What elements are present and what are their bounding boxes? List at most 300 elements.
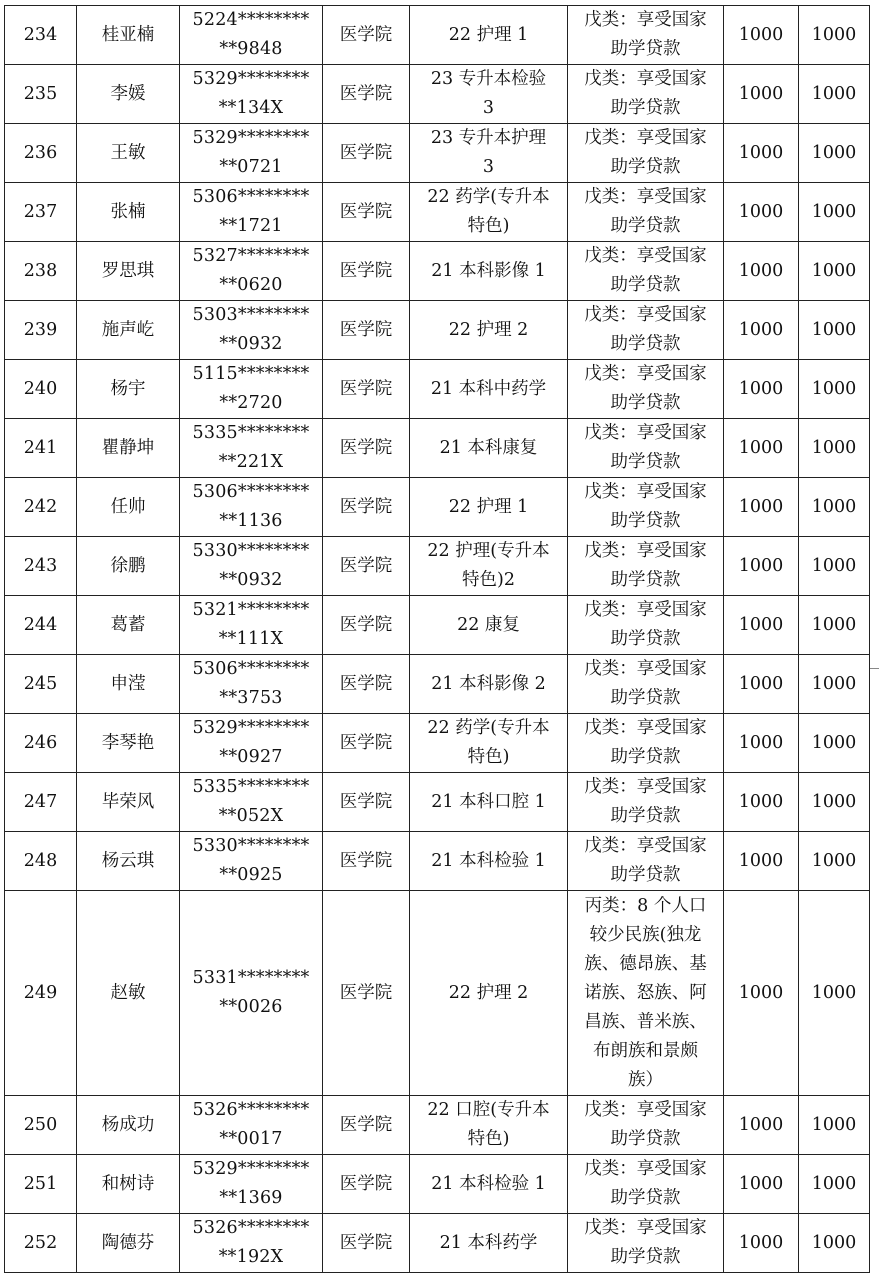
cell-text-line: 助学贷款 xyxy=(610,275,681,295)
cell-text: 241 xyxy=(23,437,58,458)
table-row xyxy=(5,655,870,714)
cell-text: 238 xyxy=(23,260,58,281)
cell-text: 1000 xyxy=(811,614,857,635)
amount-cell xyxy=(724,124,799,183)
college-cell xyxy=(323,773,410,832)
cell-text: 医学院 xyxy=(339,732,393,753)
college-cell xyxy=(323,65,410,124)
cell-text-line: **9848 xyxy=(219,39,283,59)
row-number-cell xyxy=(5,1096,77,1155)
row-number-cell xyxy=(5,1155,77,1214)
cell-text: 施声屹 xyxy=(101,319,155,340)
cell-text: 1000 xyxy=(811,555,857,576)
cell-text: 1000 xyxy=(738,437,784,458)
student-name-cell xyxy=(77,596,180,655)
cell-text-line: 族、德昂族、基 xyxy=(584,953,707,974)
major-class-cell xyxy=(410,478,568,537)
cell-text-line: 戊类：享受国家 xyxy=(584,364,707,384)
id-card-cell xyxy=(180,1214,323,1273)
row-number-cell xyxy=(5,655,77,714)
row-number-cell xyxy=(5,832,77,891)
student-name-cell xyxy=(77,714,180,773)
table-row xyxy=(5,6,870,65)
college-cell xyxy=(323,714,410,773)
cell-text: 医学院 xyxy=(339,201,393,222)
row-number-cell xyxy=(5,419,77,478)
major-class-cell xyxy=(410,419,568,478)
table-row xyxy=(5,1155,870,1214)
id-card-cell xyxy=(180,537,323,596)
row-number-cell xyxy=(5,537,77,596)
cell-text-line: 戊类：享受国家 xyxy=(584,423,707,443)
table-row xyxy=(5,301,870,360)
table-row xyxy=(5,714,870,773)
cell-text-line: 23 专升本检验 xyxy=(430,69,547,89)
cell-text: 1000 xyxy=(738,201,784,222)
cell-text-line: 5306******** xyxy=(192,187,310,207)
cell-text-line: 丙类：8 个人口 xyxy=(584,895,707,916)
cell-text-line: 戊类：享受国家 xyxy=(584,1100,707,1120)
cell-text-line: **111X xyxy=(218,629,284,649)
cell-text-line: **0017 xyxy=(219,1129,283,1149)
cell-text: 医学院 xyxy=(339,1114,393,1135)
total-cell xyxy=(799,242,870,301)
cell-text: 杨云琪 xyxy=(101,850,155,871)
cell-text: 医学院 xyxy=(339,1173,393,1194)
total-cell xyxy=(799,596,870,655)
major-class-cell xyxy=(410,655,568,714)
table-row xyxy=(5,360,870,419)
cell-text-line: 5306******** xyxy=(192,482,310,502)
cell-text: 医学院 xyxy=(339,850,393,871)
aid-category-cell xyxy=(568,301,724,360)
amount-cell xyxy=(724,1214,799,1273)
cell-text: 236 xyxy=(23,142,58,163)
cell-text-line: 21 本科检验 1 xyxy=(431,850,546,871)
row-number-cell xyxy=(5,891,77,1096)
cell-text: 李媛 xyxy=(110,83,146,104)
cell-text: 医学院 xyxy=(339,982,393,1003)
row-number-cell xyxy=(5,773,77,832)
cell-text: 249 xyxy=(23,982,58,1003)
cell-text-line: 5306******** xyxy=(192,659,310,679)
total-cell xyxy=(799,478,870,537)
student-name-cell xyxy=(77,891,180,1096)
amount-cell xyxy=(724,242,799,301)
cell-text: 医学院 xyxy=(339,555,393,576)
cell-text: 徐鹏 xyxy=(110,555,146,576)
college-cell xyxy=(323,360,410,419)
college-cell xyxy=(323,596,410,655)
cell-text-line: 3 xyxy=(482,98,495,118)
cell-text-line: 助学贷款 xyxy=(610,747,681,767)
aid-category-cell xyxy=(568,655,724,714)
id-card-cell xyxy=(180,242,323,301)
cell-text-line: 助学贷款 xyxy=(610,334,681,354)
aid-category-cell xyxy=(568,6,724,65)
cell-text: 医学院 xyxy=(339,437,393,458)
cell-text-line: 22 护理 2 xyxy=(448,982,529,1003)
cell-text: 医学院 xyxy=(339,24,393,45)
amount-cell xyxy=(724,891,799,1096)
student-name-cell xyxy=(77,301,180,360)
college-cell xyxy=(323,1096,410,1155)
college-cell xyxy=(323,891,410,1096)
cell-text: 1000 xyxy=(738,791,784,812)
cell-text-line: 助学贷款 xyxy=(610,865,681,885)
major-class-cell xyxy=(410,891,568,1096)
id-card-cell xyxy=(180,773,323,832)
row-number-cell xyxy=(5,124,77,183)
cell-text-line: 22 护理 1 xyxy=(448,496,529,517)
id-card-cell xyxy=(180,1155,323,1214)
cell-text-line: **3753 xyxy=(219,688,283,708)
table-row xyxy=(5,478,870,537)
cell-text-line: **052X xyxy=(218,806,284,826)
cell-text: 赵敏 xyxy=(110,982,146,1003)
student-name-cell xyxy=(77,537,180,596)
college-cell xyxy=(323,832,410,891)
row-number-cell xyxy=(5,6,77,65)
aid-category-cell xyxy=(568,596,724,655)
major-class-cell xyxy=(410,714,568,773)
major-class-cell xyxy=(410,301,568,360)
cell-text-line: 5335******** xyxy=(192,423,310,443)
aid-category-cell xyxy=(568,1096,724,1155)
cell-text: 和树诗 xyxy=(101,1173,155,1194)
id-card-cell xyxy=(180,183,323,242)
cell-text-line: 5330******** xyxy=(192,541,310,561)
cell-text-line: 5331******** xyxy=(192,968,310,988)
cell-text-line: 22 口腔(专升本 xyxy=(427,1100,550,1120)
cell-text: 杨成功 xyxy=(101,1114,155,1135)
page-edge-mark xyxy=(870,668,879,669)
cell-text-line: 戊类：享受国家 xyxy=(584,659,707,679)
cell-text-line: 助学贷款 xyxy=(610,39,681,59)
cell-text-line: 22 护理 1 xyxy=(448,24,529,45)
total-cell xyxy=(799,537,870,596)
amount-cell xyxy=(724,1155,799,1214)
amount-cell xyxy=(724,183,799,242)
row-number-cell xyxy=(5,360,77,419)
cell-text-line: 特色)2 xyxy=(462,570,515,590)
student-name-cell xyxy=(77,478,180,537)
cell-text-line: 22 药学(专升本 xyxy=(427,187,550,207)
cell-text-line: **1136 xyxy=(219,511,283,531)
cell-text-line: 戊类：享受国家 xyxy=(584,1159,707,1179)
total-cell xyxy=(799,65,870,124)
id-card-cell xyxy=(180,891,323,1096)
cell-text: 1000 xyxy=(738,378,784,399)
total-cell xyxy=(799,832,870,891)
cell-text: 医学院 xyxy=(339,673,393,694)
cell-text-line: 22 护理 2 xyxy=(448,319,529,340)
cell-text: 1000 xyxy=(811,1114,857,1135)
id-card-cell xyxy=(180,832,323,891)
cell-text-line: 5329******** xyxy=(192,128,310,148)
cell-text-line: **0927 xyxy=(219,747,283,767)
cell-text: 1000 xyxy=(811,1173,857,1194)
major-class-cell xyxy=(410,183,568,242)
table-row xyxy=(5,419,870,478)
major-class-cell xyxy=(410,1096,568,1155)
college-cell xyxy=(323,242,410,301)
table-body xyxy=(5,6,870,1273)
total-cell xyxy=(799,1214,870,1273)
cell-text: 医学院 xyxy=(339,378,393,399)
cell-text-line: 21 本科康复 xyxy=(439,437,538,458)
cell-text: 1000 xyxy=(738,496,784,517)
cell-text-line: 5330******** xyxy=(192,836,310,856)
cell-text: 1000 xyxy=(811,260,857,281)
cell-text-line: 5335******** xyxy=(192,777,310,797)
college-cell xyxy=(323,537,410,596)
cell-text-line: **134X xyxy=(218,98,284,118)
student-name-cell xyxy=(77,832,180,891)
cell-text-line: 5326******** xyxy=(192,1218,310,1238)
cell-text-line: 戊类：享受国家 xyxy=(584,482,707,502)
major-class-cell xyxy=(410,242,568,301)
amount-cell xyxy=(724,478,799,537)
cell-text: 247 xyxy=(23,791,58,812)
id-card-cell xyxy=(180,65,323,124)
cell-text-line: 戊类：享受国家 xyxy=(584,600,707,620)
cell-text: 234 xyxy=(23,24,58,45)
cell-text-line: 5321******** xyxy=(192,600,310,620)
cell-text: 250 xyxy=(23,1114,58,1135)
cell-text: 1000 xyxy=(811,437,857,458)
cell-text-line: **2720 xyxy=(219,393,283,413)
student-name-cell xyxy=(77,1155,180,1214)
cell-text-line: 戊类：享受国家 xyxy=(584,69,707,89)
cell-text-line: 助学贷款 xyxy=(610,393,681,413)
cell-text: 李琴艳 xyxy=(101,732,155,753)
cell-text: 1000 xyxy=(811,201,857,222)
major-class-cell xyxy=(410,65,568,124)
cell-text: 1000 xyxy=(811,982,857,1003)
row-number-cell xyxy=(5,596,77,655)
table-row xyxy=(5,1096,870,1155)
cell-text-line: 21 本科影像 1 xyxy=(431,260,546,281)
cell-text-line: **0932 xyxy=(219,334,283,354)
college-cell xyxy=(323,124,410,183)
cell-text-line: 诺族、怒族、阿 xyxy=(584,982,707,1003)
amount-cell xyxy=(724,832,799,891)
cell-text-line: 助学贷款 xyxy=(610,98,681,118)
total-cell xyxy=(799,773,870,832)
major-class-cell xyxy=(410,6,568,65)
aid-category-cell xyxy=(568,242,724,301)
amount-cell xyxy=(724,596,799,655)
cell-text: 1000 xyxy=(811,319,857,340)
aid-category-cell xyxy=(568,478,724,537)
cell-text-line: 戊类：享受国家 xyxy=(584,305,707,325)
cell-text: 1000 xyxy=(738,673,784,694)
major-class-cell xyxy=(410,773,568,832)
cell-text: 1000 xyxy=(738,24,784,45)
student-name-cell xyxy=(77,655,180,714)
cell-text-line: 21 本科药学 xyxy=(439,1232,538,1253)
cell-text: 1000 xyxy=(811,142,857,163)
student-name-cell xyxy=(77,183,180,242)
cell-text-line: 较少民族(独龙 xyxy=(589,924,702,945)
aid-category-cell xyxy=(568,891,724,1096)
cell-text: 246 xyxy=(23,732,58,753)
table-row xyxy=(5,537,870,596)
cell-text: 1000 xyxy=(811,24,857,45)
cell-text-line: 戊类：享受国家 xyxy=(584,1218,707,1238)
cell-text-line: **0026 xyxy=(219,997,283,1017)
row-number-cell xyxy=(5,183,77,242)
cell-text-line: 助学贷款 xyxy=(610,216,681,236)
table-row xyxy=(5,596,870,655)
cell-text: 244 xyxy=(23,614,58,635)
cell-text: 张楠 xyxy=(110,201,146,222)
total-cell xyxy=(799,301,870,360)
college-cell xyxy=(323,6,410,65)
cell-text-line: 5329******** xyxy=(192,69,310,89)
cell-text-line: 布朗族和景颇 xyxy=(593,1040,698,1061)
aid-category-cell xyxy=(568,832,724,891)
college-cell xyxy=(323,655,410,714)
cell-text: 1000 xyxy=(738,732,784,753)
cell-text-line: 戊类：享受国家 xyxy=(584,777,707,797)
cell-text-line: 助学贷款 xyxy=(610,511,681,531)
cell-text: 任帅 xyxy=(110,496,146,517)
college-cell xyxy=(323,301,410,360)
row-number-cell xyxy=(5,1214,77,1273)
cell-text: 1000 xyxy=(738,1114,784,1135)
id-card-cell xyxy=(180,419,323,478)
cell-text-line: 23 专升本护理 xyxy=(430,128,547,148)
cell-text: 1000 xyxy=(738,555,784,576)
cell-text-line: **0925 xyxy=(219,865,283,885)
cell-text-line: **0620 xyxy=(219,275,283,295)
college-cell xyxy=(323,1214,410,1273)
cell-text: 1000 xyxy=(738,1173,784,1194)
cell-text: 243 xyxy=(23,555,58,576)
aid-category-cell xyxy=(568,183,724,242)
aid-category-cell xyxy=(568,360,724,419)
table-row xyxy=(5,1214,870,1273)
cell-text-line: 21 本科口腔 1 xyxy=(431,791,546,812)
cell-text: 1000 xyxy=(738,260,784,281)
major-class-cell xyxy=(410,596,568,655)
student-name-cell xyxy=(77,65,180,124)
cell-text-line: 戊类：享受国家 xyxy=(584,836,707,856)
student-aid-roster-table xyxy=(4,5,870,1273)
aid-category-cell xyxy=(568,773,724,832)
cell-text-line: 特色) xyxy=(467,216,510,236)
cell-text: 237 xyxy=(23,201,58,222)
cell-text-line: 戊类：享受国家 xyxy=(584,187,707,207)
cell-text-line: 5329******** xyxy=(192,1159,310,1179)
cell-text-line: 助学贷款 xyxy=(610,157,681,177)
major-class-cell xyxy=(410,360,568,419)
cell-text: 252 xyxy=(23,1232,58,1253)
cell-text-line: **0721 xyxy=(219,157,283,177)
cell-text: 1000 xyxy=(738,319,784,340)
amount-cell xyxy=(724,301,799,360)
college-cell xyxy=(323,419,410,478)
total-cell xyxy=(799,360,870,419)
aid-category-cell xyxy=(568,65,724,124)
cell-text: 申滢 xyxy=(110,673,146,694)
cell-text: 1000 xyxy=(738,142,784,163)
cell-text: 王敏 xyxy=(110,142,146,163)
row-number-cell xyxy=(5,714,77,773)
major-class-cell xyxy=(410,124,568,183)
cell-text: 1000 xyxy=(738,1232,784,1253)
total-cell xyxy=(799,655,870,714)
cell-text: 1000 xyxy=(811,791,857,812)
cell-text-line: 助学贷款 xyxy=(610,1129,681,1149)
cell-text: 医学院 xyxy=(339,319,393,340)
cell-text: 葛蓄 xyxy=(110,614,146,635)
cell-text-line: **221X xyxy=(218,452,284,472)
cell-text: 235 xyxy=(23,83,58,104)
total-cell xyxy=(799,419,870,478)
cell-text: 1000 xyxy=(738,614,784,635)
cell-text: 1000 xyxy=(811,673,857,694)
id-card-cell xyxy=(180,596,323,655)
cell-text-line: 22 药学(专升本 xyxy=(427,718,550,738)
cell-text: 239 xyxy=(23,319,58,340)
cell-text-line: 戊类：享受国家 xyxy=(584,10,707,30)
row-number-cell xyxy=(5,478,77,537)
cell-text-line: 助学贷款 xyxy=(610,629,681,649)
major-class-cell xyxy=(410,1155,568,1214)
cell-text: 1000 xyxy=(811,378,857,399)
cell-text-line: 族） xyxy=(628,1069,663,1090)
student-name-cell xyxy=(77,124,180,183)
cell-text: 251 xyxy=(23,1173,58,1194)
amount-cell xyxy=(724,773,799,832)
cell-text: 医学院 xyxy=(339,142,393,163)
id-card-cell xyxy=(180,124,323,183)
aid-category-cell xyxy=(568,537,724,596)
college-cell xyxy=(323,183,410,242)
cell-text: 1000 xyxy=(738,850,784,871)
student-name-cell xyxy=(77,419,180,478)
amount-cell xyxy=(724,65,799,124)
cell-text-line: 5224******** xyxy=(192,10,310,30)
cell-text: 1000 xyxy=(811,83,857,104)
table-row xyxy=(5,832,870,891)
id-card-cell xyxy=(180,6,323,65)
cell-text-line: 3 xyxy=(482,157,495,177)
row-number-cell xyxy=(5,301,77,360)
amount-cell xyxy=(724,419,799,478)
cell-text-line: **192X xyxy=(218,1247,284,1267)
amount-cell xyxy=(724,6,799,65)
table-row xyxy=(5,65,870,124)
total-cell xyxy=(799,124,870,183)
total-cell xyxy=(799,183,870,242)
student-name-cell xyxy=(77,6,180,65)
amount-cell xyxy=(724,1096,799,1155)
college-cell xyxy=(323,478,410,537)
aid-category-cell xyxy=(568,124,724,183)
amount-cell xyxy=(724,537,799,596)
cell-text-line: 5327******** xyxy=(192,246,310,266)
cell-text-line: 特色) xyxy=(467,1129,510,1149)
cell-text: 245 xyxy=(23,673,58,694)
cell-text-line: 昌族、普米族、 xyxy=(584,1011,707,1032)
major-class-cell xyxy=(410,832,568,891)
student-name-cell xyxy=(77,360,180,419)
cell-text: 医学院 xyxy=(339,791,393,812)
